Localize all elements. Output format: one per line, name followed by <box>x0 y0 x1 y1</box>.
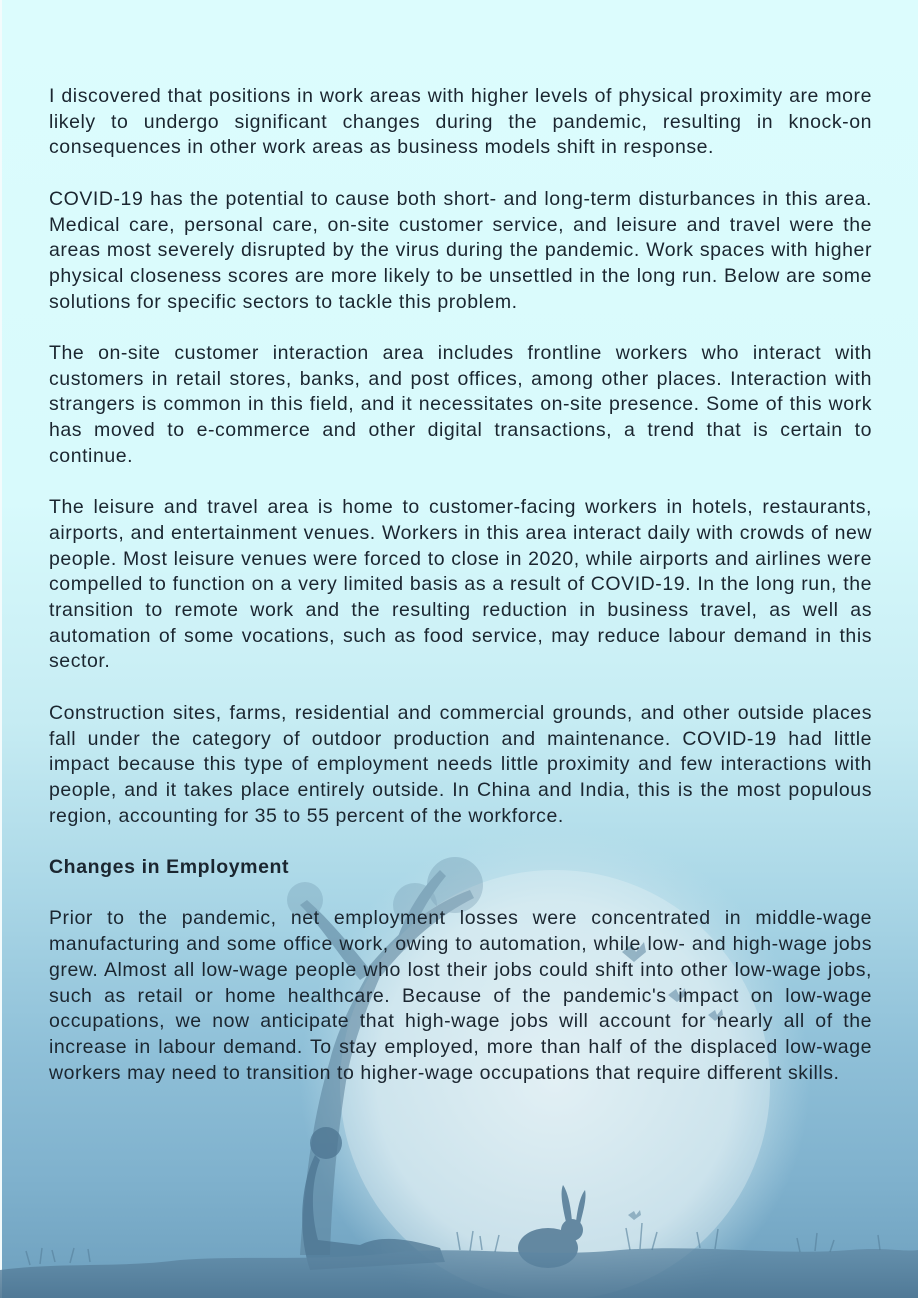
paragraph-covid-disturbances: COVID-19 has the potential to cause both short- and long-term disturbances in this area. Medical care, personal care, on-site customer service, and leisure and travel were the areas most severely disrupted by the virus during the pandemic. Work spaces with higher physical closeness scores are more likely to be unsettled in the long run. Below are some solutions for specific sectors to tackle this problem. <box>49 187 872 313</box>
document-body <box>49 84 872 1112</box>
paragraph-employment-changes: Prior to the pandemic, net employment losses were concentrated in middle-wage manufacturing and some office work, owing to automation, while low- and high-wage jobs grew. Almost all low-wage people who lost their jobs could shift into other low-wage jobs, such as retail or home healthcare. Because of the pandemic's impact on low-wage occupations, we now anticipate that high-wage jobs will account for nearly all of the increase in labour demand. To stay employed, more than half of the displaced low-wage workers may need to transition to higher-wage occupations that require different skills. <box>49 907 872 1084</box>
paragraph-outdoor-production: Construction sites, farms, residential and commercial grounds, and other outside places fall under the category of outdoor production and maintenance. COVID-19 had little impact because this type of employment needs little proximity and few interactions with people, and it takes place entirely outside. In China and India, this is the most populous region, accounting for 35 to 55 percent of the workforce. <box>49 701 872 827</box>
ground-silhouette <box>0 1248 918 1298</box>
section-heading: Changes in Employment <box>49 856 290 879</box>
paragraph-on-site-customer: The on-site customer interaction area includes frontline workers who interact with customers in retail stores, banks, and post offices, among other places. Interaction with strangers is common in this field, and it necessitates on-site presence. Some of this work has moved to e-commerce and other digital transactions, a trend that is certain to continue. <box>49 342 872 467</box>
paragraph-leisure-travel: The leisure and travel area is home to customer-facing workers in hotels, restaurants, airports, and entertainment venues. Workers in this area interact daily with crowds of new people. Most leisure venues were forced to close in 2020, while airports and airlines were compelled to function on a very limited basis as a result of COVID-19. In the long run, the transition to remote work and the resulting reduction in business travel, as well as automation of some vocations, such as food service, may reduce labour demand in this sector. <box>49 496 872 673</box>
paragraph-physical-proximity: I discovered that positions in work areas with higher levels of physical proximity are more likely to undergo significant changes during the pandemic, resulting in knock-on consequences in other work areas as business models shift in response. <box>49 85 872 159</box>
